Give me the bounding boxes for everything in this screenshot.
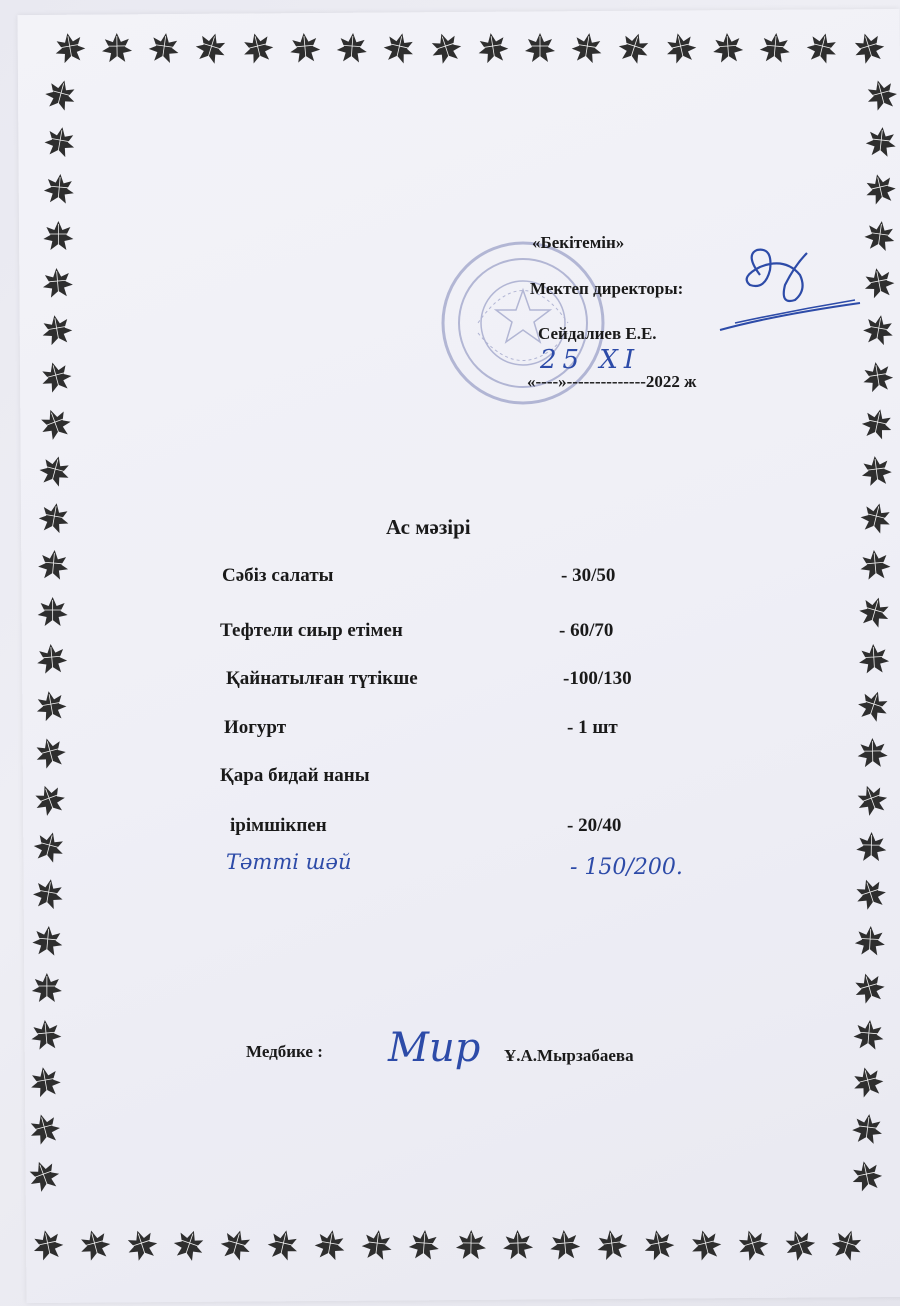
nurse-label: Медбике :: [246, 1042, 323, 1061]
border-leaf-icon: [289, 32, 321, 64]
handwritten-item-name: Тәтті шәй: [226, 850, 352, 874]
border-leaf-icon: [170, 1226, 208, 1263]
border-leaf-icon: [427, 29, 464, 66]
border-leaf-icon: [712, 32, 744, 63]
border-leaf-icon: [408, 1229, 440, 1260]
border-leaf-icon: [854, 925, 885, 956]
border-leaf-icon: [43, 125, 78, 159]
menu-item-name: ірімшікпен: [230, 815, 327, 836]
menu-item-portion: - 30/50: [561, 565, 616, 586]
border-leaf-icon: [853, 1019, 885, 1051]
menu-title: Ас мәзірі: [386, 515, 471, 539]
border-leaf-icon: [218, 1226, 255, 1262]
border-leaf-icon: [43, 221, 73, 250]
menu-item-portion: -100/130: [563, 668, 632, 689]
border-leaf-icon: [31, 925, 63, 957]
approval-position: Мектеп директоры:: [530, 279, 684, 298]
border-leaf-icon: [147, 31, 181, 64]
menu-item-name: Тефтели сиыр етімен: [220, 620, 403, 641]
border-leaf-icon: [856, 832, 887, 862]
border-leaf-icon: [861, 360, 895, 393]
border-leaf-icon: [32, 735, 68, 771]
border-leaf-icon: [36, 643, 68, 675]
border-leaf-icon: [688, 1227, 724, 1262]
border-leaf-icon: [28, 1065, 63, 1099]
border-leaf-icon: [37, 549, 69, 581]
border-leaf-icon: [641, 1227, 676, 1261]
border-leaf-icon: [38, 359, 74, 395]
menu-item-name: Сәбіз салаты: [222, 565, 334, 586]
menu-item-name: Иогурт: [224, 717, 287, 738]
border-leaf-icon: [862, 171, 898, 206]
border-leaf-icon: [863, 219, 897, 252]
border-leaf-icon: [456, 1230, 487, 1260]
border-leaf-icon: [863, 77, 899, 113]
border-leaf-icon: [855, 687, 892, 724]
border-leaf-icon: [265, 1227, 301, 1262]
border-leaf-icon: [525, 33, 555, 62]
border-leaf-icon: [852, 875, 889, 912]
border-leaf-icon: [123, 1226, 160, 1263]
border-leaf-icon: [734, 1226, 771, 1263]
menu-item-portion: - 60/70: [559, 620, 614, 641]
border-leaf-icon: [31, 781, 69, 819]
border-leaf-icon: [850, 1064, 886, 1099]
border-leaf-icon: [615, 29, 652, 66]
border-leaf-icon: [37, 453, 73, 489]
border-leaf-icon: [502, 1229, 533, 1259]
border-leaf-icon: [853, 781, 891, 819]
border-leaf-icon: [336, 32, 368, 63]
nurse-name: Ұ.А.Мырзабаева: [504, 1046, 634, 1065]
approval-name: Сейдалиев Е.Е.: [538, 324, 657, 343]
border-leaf-icon: [804, 30, 840, 65]
border-leaf-icon: [862, 265, 897, 299]
border-leaf-icon: [40, 313, 75, 347]
border-leaf-icon: [829, 1226, 866, 1263]
border-leaf-icon: [381, 30, 417, 65]
border-leaf-icon: [759, 32, 791, 64]
border-leaf-icon: [859, 549, 891, 581]
border-leaf-icon: [30, 1227, 65, 1262]
menu-item-portion: - 1 шт: [567, 717, 618, 738]
border-leaf-icon: [102, 33, 133, 63]
border-leaf-icon: [861, 313, 896, 347]
border-leaf-icon: [595, 1228, 629, 1261]
menu-item-name: Қара бидай наны: [220, 765, 370, 786]
approval-heading: «Бекітемін»: [532, 233, 625, 252]
border-leaf-icon: [32, 973, 62, 1002]
border-leaf-icon: [193, 29, 230, 66]
border-leaf-icon: [858, 500, 894, 535]
menu-item-portion: - 20/40: [567, 815, 622, 836]
border-leaf-icon: [850, 29, 887, 66]
border-leaf-icon: [25, 1157, 63, 1195]
border-leaf-icon: [860, 454, 893, 486]
border-leaf-icon: [38, 597, 68, 626]
approval-date-line: «----»--------------2022 ж: [527, 372, 697, 391]
border-leaf-icon: [313, 1228, 348, 1262]
border-leaf-icon: [781, 1226, 819, 1264]
border-leaf-icon: [26, 1111, 62, 1147]
border-leaf-icon: [858, 643, 889, 674]
border-leaf-icon: [860, 406, 895, 441]
border-leaf-icon: [31, 829, 67, 865]
border-leaf-icon: [851, 969, 888, 1005]
border-leaf-icon: [42, 77, 78, 113]
menu-item-name: Қайнатылған түтікше: [226, 668, 418, 689]
border-leaf-icon: [360, 1228, 393, 1260]
border-leaf-icon: [36, 405, 74, 443]
border-leaf-icon: [53, 31, 88, 65]
border-leaf-icon: [34, 689, 69, 723]
border-leaf-icon: [851, 1112, 884, 1144]
border-leaf-icon: [43, 173, 75, 205]
border-leaf-icon: [663, 30, 699, 65]
border-leaf-icon: [37, 501, 72, 535]
border-leaf-icon: [30, 1019, 62, 1051]
border-leaf-icon: [240, 30, 276, 65]
handwritten-date: 25 XI: [540, 345, 641, 375]
border-leaf-icon: [41, 267, 73, 299]
director-signature: [715, 245, 865, 335]
border-leaf-icon: [549, 1229, 581, 1261]
border-leaf-icon: [31, 877, 66, 911]
border-leaf-icon: [570, 31, 604, 64]
border-leaf-icon: [856, 593, 893, 629]
border-leaf-icon: [849, 1158, 884, 1193]
border-leaf-icon: [476, 31, 510, 64]
border-leaf-icon: [77, 1227, 113, 1263]
border-leaf-icon: [865, 126, 898, 158]
border-leaf-icon: [857, 738, 888, 768]
nurse-initials-signature: Мир: [388, 1025, 481, 1071]
handwritten-item-portion: - 150/200.: [570, 855, 683, 880]
